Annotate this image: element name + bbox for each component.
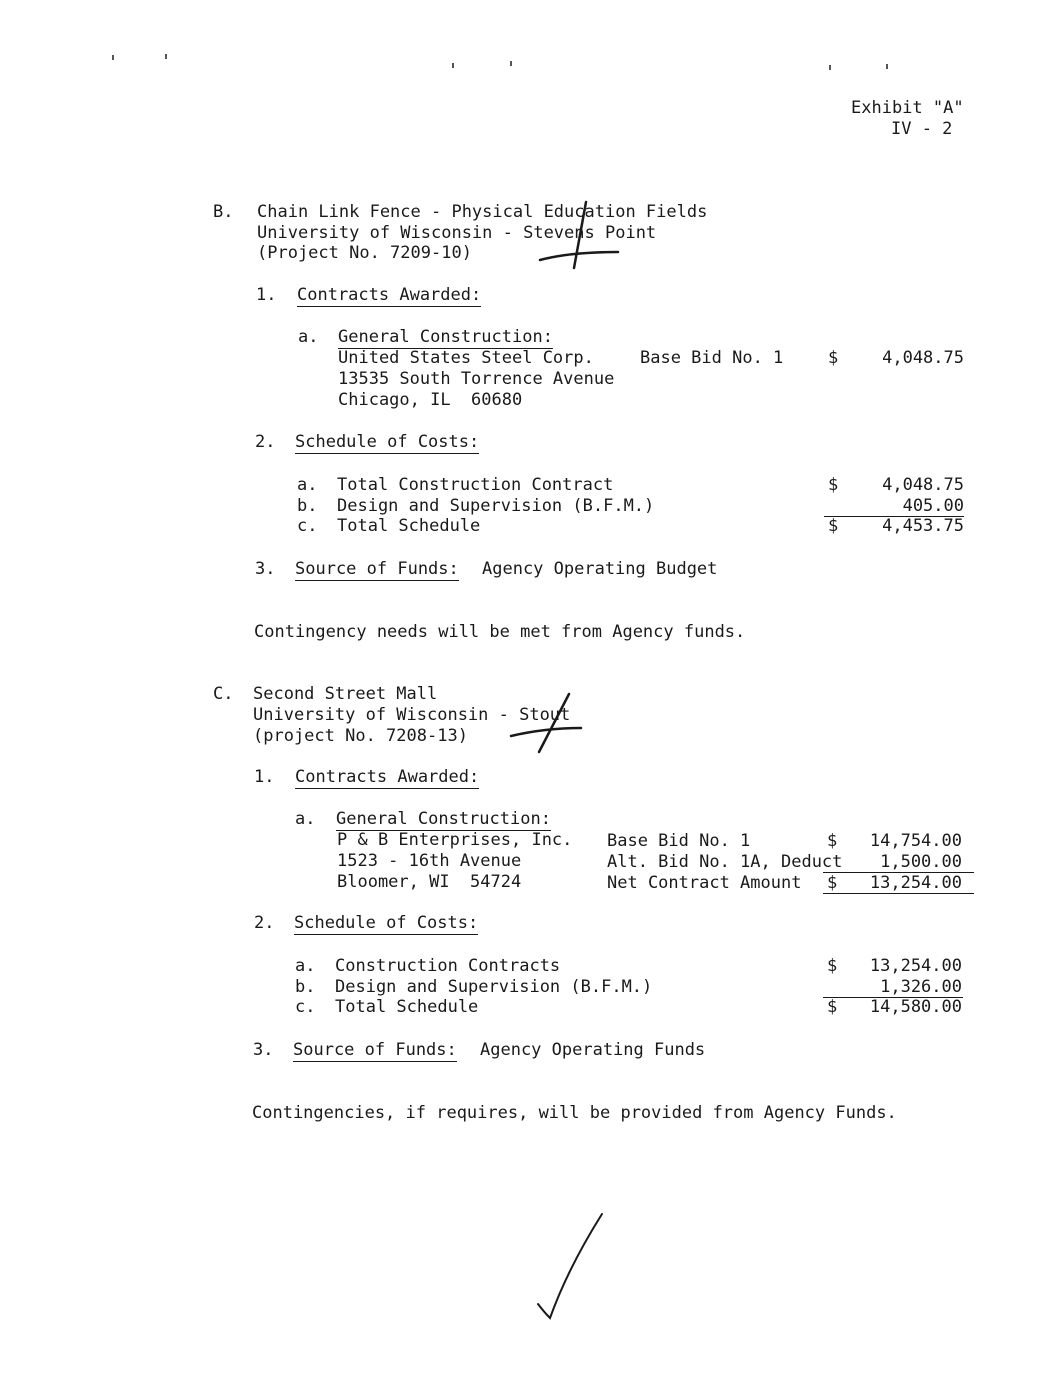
- general-letter: a.: [295, 809, 316, 829]
- currency-symbol: $: [827, 873, 838, 893]
- bid-amount: 4,048.75: [882, 348, 964, 368]
- contracts-num: 1.: [256, 285, 277, 305]
- schedule-item-amount: 1,326.00: [880, 977, 962, 997]
- section-c-title-line: Second Street Mall: [253, 684, 438, 704]
- section-b-title-line: (Project No. 7209-10): [257, 243, 472, 263]
- bid-amount: 13,254.00: [869, 873, 962, 893]
- general-letter: a.: [298, 327, 319, 347]
- scan-speck: [886, 64, 888, 69]
- contingency-note: Contingencies, if requires, will be provided from Agency Funds.: [252, 1103, 897, 1123]
- contractor-line: Bloomer, WI 54724: [337, 872, 522, 892]
- bid-label: Base Bid No. 1: [607, 831, 751, 851]
- scan-speck: [165, 54, 167, 59]
- general-construction-heading: General Construction:: [338, 327, 553, 347]
- contractor-line: P & B Enterprises, Inc.: [337, 830, 573, 850]
- contingency-note: Contingency needs will be met from Agency funds.: [254, 622, 746, 642]
- contractor-line: 1523 - 16th Avenue: [337, 851, 522, 871]
- contracts-heading: Contracts Awarded:: [295, 767, 480, 787]
- schedule-item-amount: 13,254.00: [869, 956, 962, 976]
- funds-heading: Source of Funds:: [295, 559, 459, 579]
- schedule-heading: Schedule of Costs:: [294, 913, 479, 933]
- contractor-line: United States Steel Corp.: [338, 348, 594, 368]
- general-construction-heading: General Construction:: [336, 809, 551, 829]
- currency-symbol: $: [827, 956, 838, 976]
- funds-heading: Source of Funds:: [293, 1040, 457, 1060]
- schedule-item-label: Total Schedule: [335, 997, 479, 1017]
- schedule-item-amount: 405.00: [902, 496, 964, 516]
- schedule-item-label: Design and Supervision (B.F.M.): [337, 496, 655, 516]
- schedule-item-letter: c.: [295, 997, 316, 1017]
- schedule-item-label: Total Schedule: [337, 516, 481, 536]
- schedule-num: 2.: [254, 913, 275, 933]
- schedule-item-letter: b.: [297, 496, 318, 516]
- currency-symbol: $: [827, 831, 838, 851]
- funds-num: 3.: [255, 559, 276, 579]
- schedule-item-letter: a.: [297, 475, 318, 495]
- exhibit-label: Exhibit "A": [851, 98, 964, 118]
- bid-label: Net Contract Amount: [607, 873, 802, 893]
- schedule-item-letter: b.: [295, 977, 316, 997]
- schedule-item-letter: a.: [295, 956, 316, 976]
- scan-speck: [510, 61, 512, 66]
- section-b-title-line: Chain Link Fence - Physical Education Fields: [257, 202, 708, 222]
- funds-num: 3.: [253, 1040, 274, 1060]
- schedule-item-amount: 14,580.00: [869, 997, 962, 1017]
- funds-value: Agency Operating Funds: [480, 1040, 706, 1060]
- section-b-title-line: University of Wisconsin - Stevens Point: [257, 223, 657, 243]
- currency-symbol: $: [827, 997, 838, 1017]
- contractor-line: Chicago, IL 60680: [338, 390, 523, 410]
- bid-amount: 1,500.00: [880, 852, 962, 872]
- handwritten-check-mark: [530, 1208, 610, 1328]
- bid-label: Alt. Bid No. 1A, Deduct: [607, 852, 843, 872]
- currency-symbol: $: [828, 516, 839, 536]
- schedule-heading: Schedule of Costs:: [295, 432, 480, 452]
- section-b-letter: B.: [213, 202, 234, 222]
- bid-amount: 14,754.00: [869, 831, 962, 851]
- currency-symbol: $: [828, 475, 839, 495]
- bid-label: Base Bid No. 1: [640, 348, 784, 368]
- contractor-line: 13535 South Torrence Avenue: [338, 369, 615, 389]
- funds-value: Agency Operating Budget: [482, 559, 718, 579]
- contracts-num: 1.: [254, 767, 275, 787]
- page-reference: IV - 2: [891, 119, 953, 139]
- schedule-num: 2.: [255, 432, 276, 452]
- scan-speck: [829, 65, 831, 70]
- section-c-title-line: (project No. 7208-13): [253, 726, 468, 746]
- section-c-title-line: University of Wisconsin - Stout: [253, 705, 571, 725]
- schedule-item-amount: 4,453.75: [882, 516, 964, 536]
- schedule-item-label: Total Construction Contract: [337, 475, 614, 495]
- schedule-item-amount: 4,048.75: [882, 475, 964, 495]
- schedule-item-letter: c.: [297, 516, 318, 536]
- total-rule: [823, 893, 974, 894]
- schedule-item-label: Construction Contracts: [335, 956, 561, 976]
- schedule-item-label: Design and Supervision (B.F.M.): [335, 977, 653, 997]
- contracts-heading: Contracts Awarded:: [297, 285, 482, 305]
- scan-speck: [452, 63, 454, 68]
- section-c-letter: C.: [213, 684, 234, 704]
- currency-symbol: $: [828, 348, 839, 368]
- scan-speck: [112, 55, 114, 60]
